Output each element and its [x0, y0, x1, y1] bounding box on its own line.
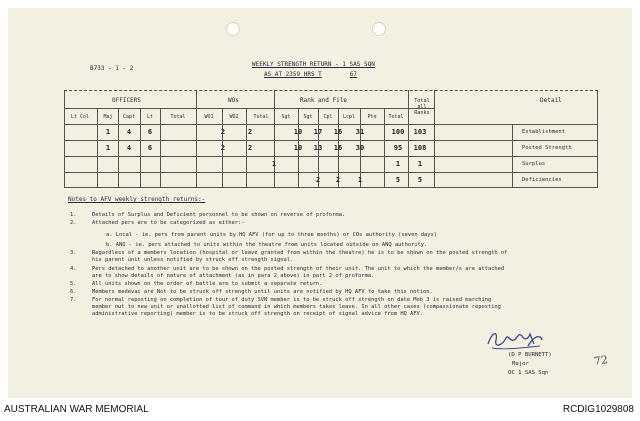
col-capt: Capt	[122, 114, 136, 120]
strength-table	[64, 90, 598, 188]
note-text: Pers detached to another unit are to be shown on the posted strength of their unit. The unit to which the member/s are attached	[92, 266, 505, 272]
handwritten-page-number: 72	[593, 353, 609, 368]
table-cell: 17	[313, 128, 323, 136]
table-cell: 2	[220, 144, 226, 152]
row-label-surplus: Surplus	[522, 161, 546, 167]
note-text: administrative reporting) member is to be struck off strength on receipt of signal advice from HQ AFV.	[92, 311, 424, 317]
row-label-posted-strength: Posted Strength	[522, 145, 572, 151]
note-text: Attached pers are to be categorized as either:-	[92, 220, 245, 226]
total-all-ranks-header: Total all Ranks	[414, 98, 430, 116]
note-number: 1.	[70, 212, 77, 218]
table-rule	[64, 108, 434, 109]
table-cell: 1	[105, 144, 111, 152]
table-cell: 5	[417, 176, 423, 184]
row-label-establishment: Establishment	[522, 129, 566, 135]
rank-file-header: Rank and File	[300, 97, 347, 104]
table-cell: 2	[247, 144, 253, 152]
handwritten-signature	[484, 326, 546, 354]
col-rank-total: Total	[388, 114, 404, 120]
table-cell: 1	[417, 160, 423, 168]
table-cell: 4	[126, 128, 132, 136]
table-cell: 95	[393, 144, 403, 152]
col-lt: Lt	[146, 114, 154, 120]
table-cell: 6	[147, 144, 153, 152]
note-text: member out to new unit or unallotted list of command in which members takes leave. In all other cases (compassionate reposting	[92, 304, 501, 310]
col-maj: Maj	[103, 114, 113, 120]
signatory-name: (D P BURNETT)	[508, 352, 552, 358]
note-text: Members medevac are Not to be struck off strength until units are notified by HQ AFV to take this notion.	[92, 289, 433, 295]
note-number: 5.	[70, 281, 77, 287]
table-cell: 16	[333, 144, 343, 152]
table-cell: 31	[355, 128, 365, 136]
col-wo1: WO1	[204, 114, 214, 120]
note-number: 3.	[70, 250, 77, 256]
table-cell: 13	[313, 144, 323, 152]
signatory-appointment: OC 1 SAS Sqn	[508, 370, 549, 376]
note-number: 4.	[70, 266, 77, 272]
document-reference: B733 - 1 - 2	[90, 65, 134, 72]
col-lcpl: Lcpl	[342, 114, 356, 120]
document-title: WEEKLY STRENGTH RETURN - 1 SAS SQN	[252, 61, 375, 68]
col-pte: Pte	[367, 114, 377, 120]
row-label-deficiencies: Deficiencies	[522, 177, 562, 183]
table-rule	[64, 140, 598, 141]
table-cell: 2	[335, 176, 341, 184]
table-cell: 10	[293, 144, 303, 152]
table-cell: 16	[333, 128, 343, 136]
punch-hole	[372, 22, 386, 36]
as-at-line	[264, 72, 357, 78]
note-text: For normal reposting on completion of tour of duty SVN member is to be struck off strength on date Mob 3 is raised marching	[92, 297, 492, 303]
note-number: 6.	[70, 289, 77, 295]
table-cell: 103	[413, 128, 427, 136]
table-cell: 1	[357, 176, 363, 184]
table-rule	[274, 90, 275, 188]
col-cpl: Cpl	[323, 114, 333, 120]
table-rule	[512, 124, 513, 188]
archive-reference-id: RCDIG1029808	[562, 404, 634, 415]
archive-credit: AUSTRALIAN WAR MEMORIAL	[4, 404, 149, 415]
note-number: 2.	[70, 220, 77, 226]
note-text: All units shown on the order of battle are to submit a separate return.	[92, 281, 323, 287]
note-text: his parent unit unless notified by struck off strength signal.	[92, 257, 294, 263]
table-cell: 1	[271, 160, 277, 168]
note-text: are to show details of nature of attachment (as in para 2 above) in part 2 of proforma.	[92, 273, 375, 279]
table-cell: 2	[220, 128, 226, 136]
table-cell: 6	[147, 128, 153, 136]
col-wos-total: Total	[253, 114, 269, 120]
table-cell: 1	[395, 160, 401, 168]
note-text: Regardless of a members location (hospital or leave granted from within the theatre) he is to be shown on the posted strength of	[92, 250, 508, 256]
note-text: Details of Surplus and Deficient personnel to be shown on reverse of proforma.	[92, 212, 346, 218]
as-at-text: AS AT 2359 HRS T	[264, 71, 322, 78]
note-number: 7.	[70, 297, 77, 303]
table-rule	[64, 172, 598, 173]
table-rule	[408, 90, 409, 188]
note-text: a. Local - ie. pers from parent units by HQ AFV (for up to three months) or COs authority (seven days)	[106, 232, 438, 238]
col-sgt-2: Sgt	[303, 114, 313, 120]
table-cell: 100	[391, 128, 405, 136]
punch-hole	[226, 22, 240, 36]
as-at-year: 67	[349, 71, 358, 78]
signatory-rank: Major	[512, 361, 529, 367]
detail-header: Detail	[540, 97, 562, 104]
table-cell: 10	[293, 128, 303, 136]
notes-title: Notes to AFV weekly strength returns:-	[68, 196, 206, 203]
table-cell: 108	[413, 144, 427, 152]
table-cell: 30	[355, 144, 365, 152]
officers-header: OFFICERS	[112, 97, 141, 104]
col-sgt: Sgt	[281, 114, 291, 120]
table-rule	[64, 124, 598, 125]
table-cell: 2	[247, 128, 253, 136]
col-officers-total: Total	[170, 114, 186, 120]
table-rule	[196, 90, 197, 188]
col-lt-col: Lt Col	[70, 114, 90, 120]
table-rule	[64, 156, 598, 157]
table-rule	[384, 108, 385, 188]
table-cell: 5	[395, 176, 401, 184]
table-cell: 1	[105, 128, 111, 136]
wos-header: WOs	[228, 97, 239, 104]
table-rule	[434, 90, 435, 188]
table-cell: 4	[126, 144, 132, 152]
table-cell: 2	[315, 176, 321, 184]
note-text: b. ANQ - ie. pers attached to units within the theatre from units located outside on ANQ authority.	[106, 242, 428, 248]
col-wo2: WO2	[229, 114, 239, 120]
